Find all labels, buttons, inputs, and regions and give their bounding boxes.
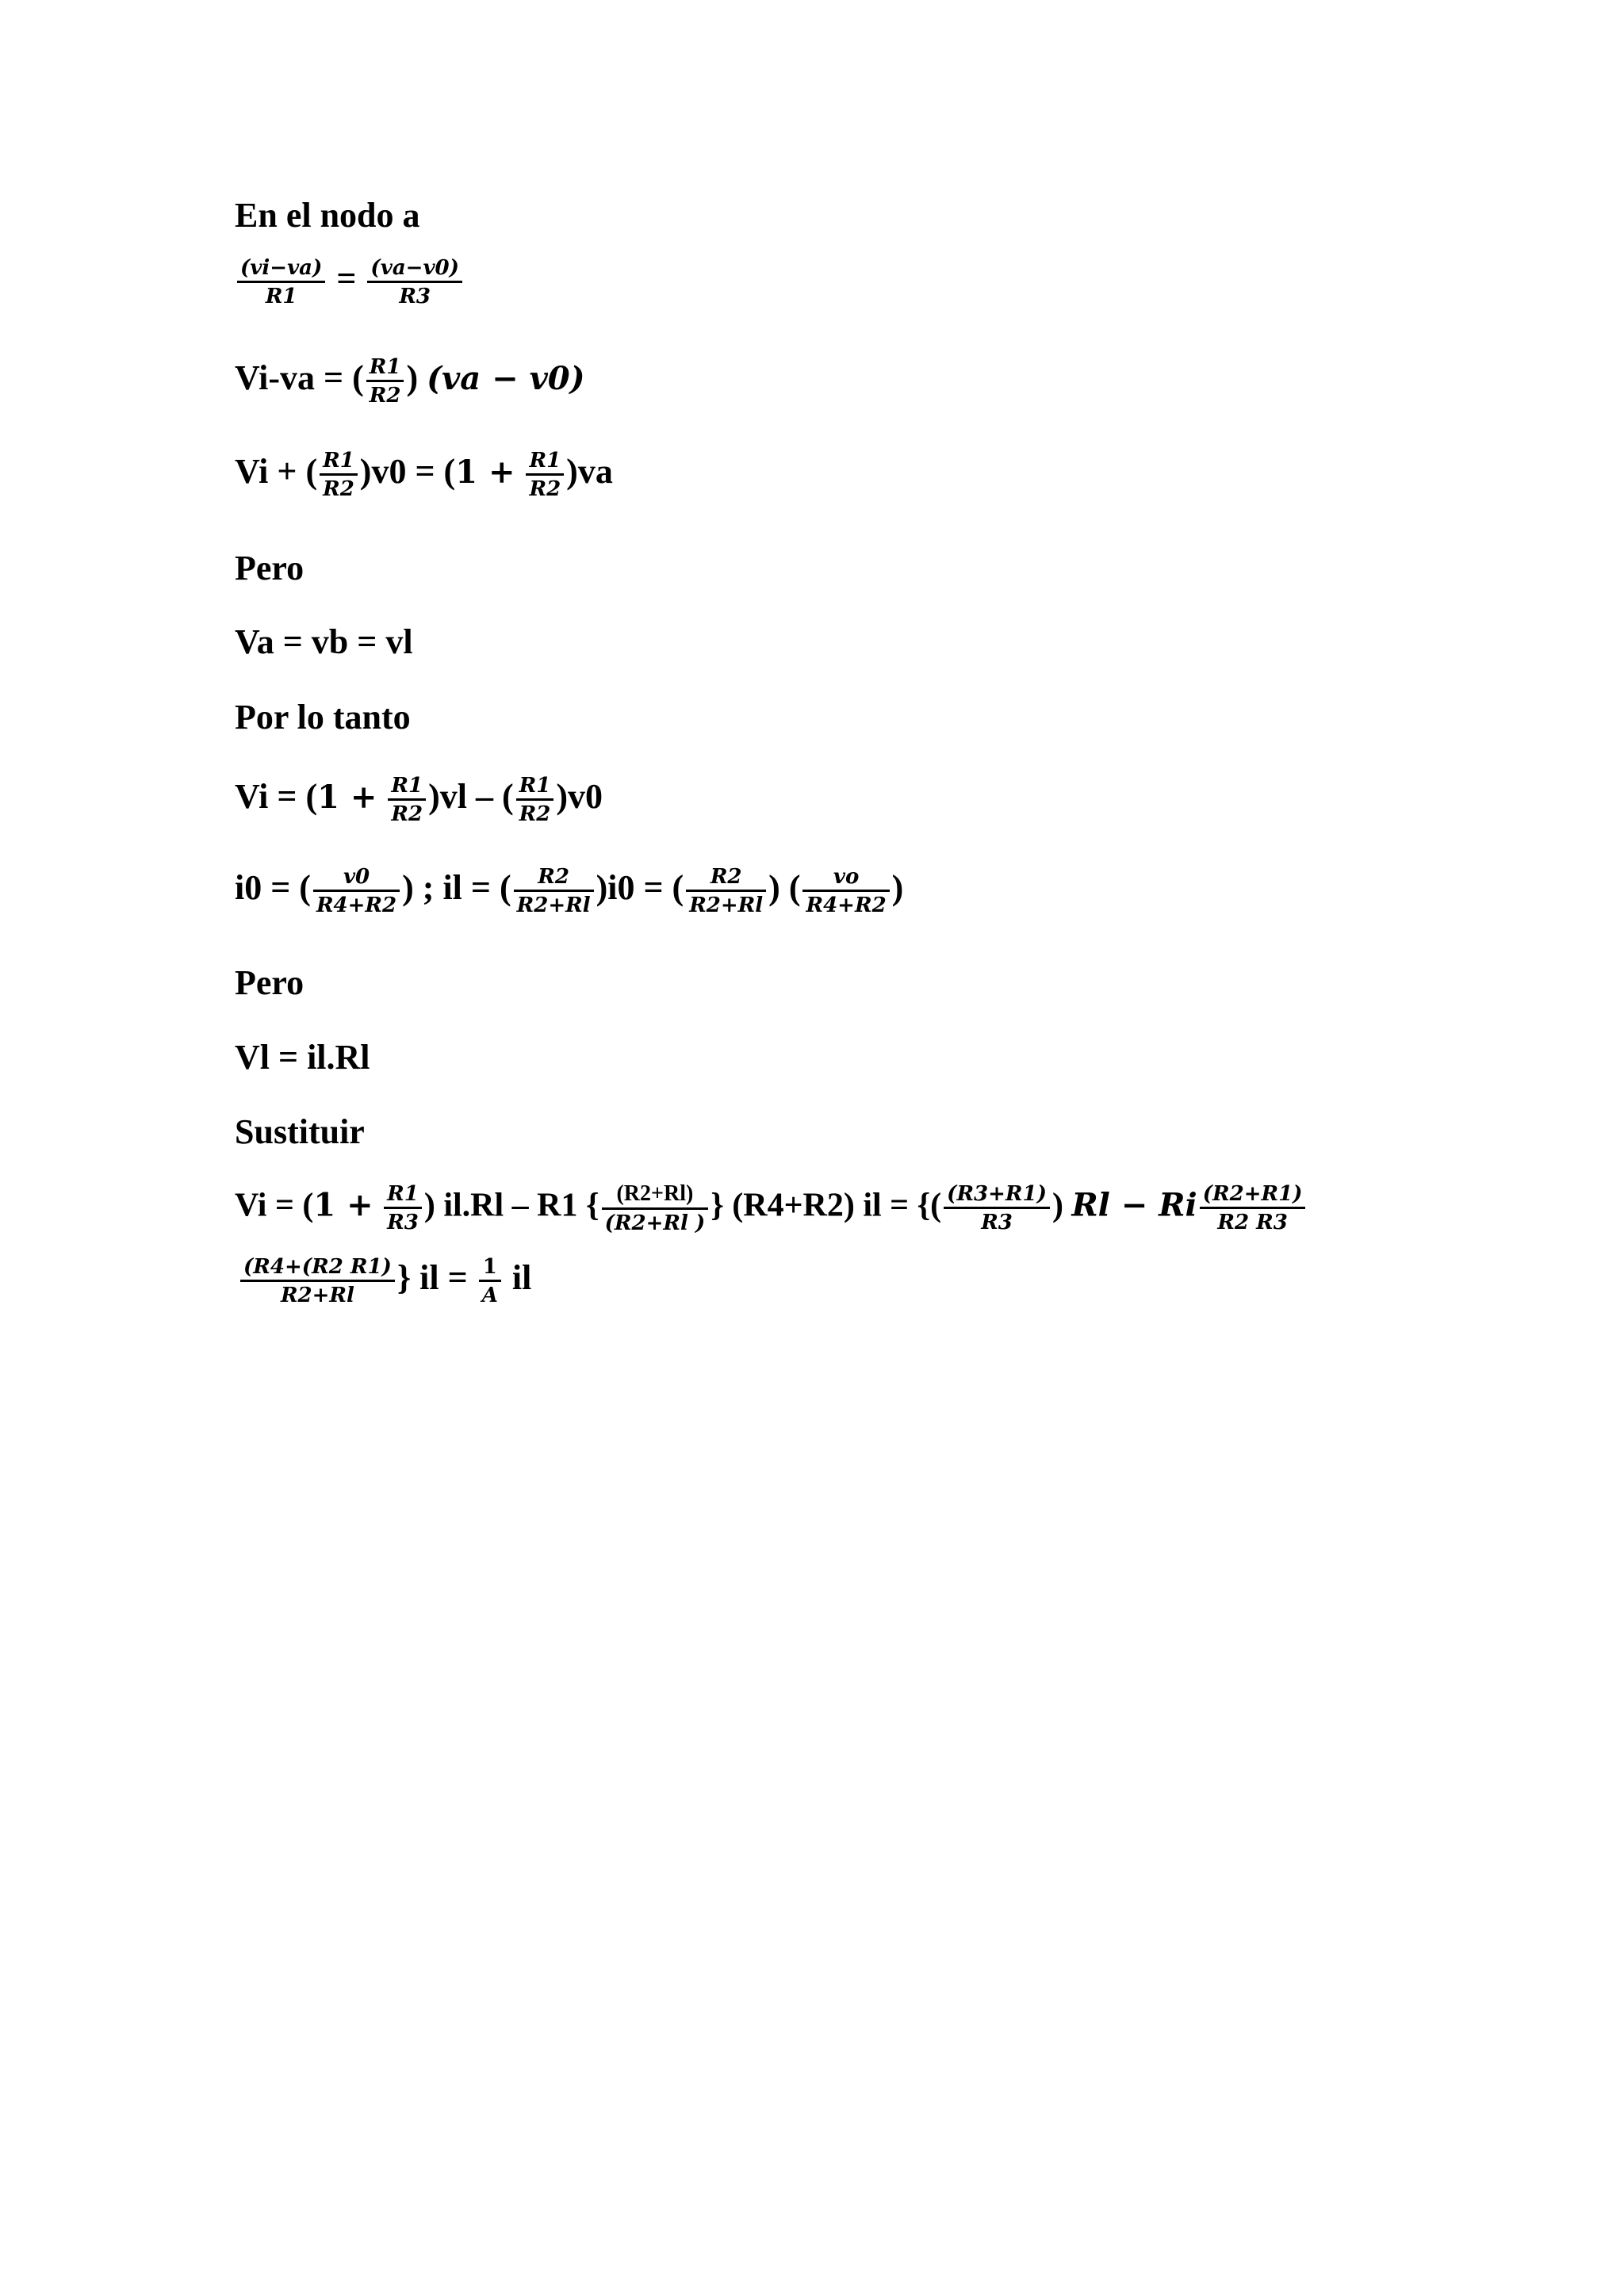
equation-vl-il-rl [235,1040,370,1075]
numerator: R1 [529,449,561,473]
text: ) [891,868,904,908]
numerator: (R3+R1) [947,1182,1047,1206]
fraction [240,1257,395,1306]
numerator: (R2+Rl) [616,1181,694,1206]
equation-i0-il [235,867,903,916]
text: Pero [235,549,304,587]
text: Va = vb = vl [235,622,413,661]
fraction [602,1183,709,1234]
fraction [514,867,594,916]
text: )v0 [556,777,603,817]
text-por-lo-tanto [235,700,411,735]
text: } il = [396,1258,468,1298]
numerator: (R2+R1) [1202,1182,1303,1206]
text: Vl = il.Rl [235,1038,370,1077]
numerator: R1 [387,1182,419,1206]
numerator: (R4+(R2 R1) [243,1255,392,1279]
numerator: R1 [519,774,551,798]
text-pero-2 [235,963,304,1002]
denominator: R2 [519,802,551,826]
math-expression: Rl − Ri [1071,1186,1197,1224]
text: ) [406,358,419,398]
text: } (R4+R2) il = {( [710,1187,942,1224]
equation-node-a [235,258,465,307]
fraction [802,867,889,916]
text: Pero [235,963,304,1002]
text: )va [566,452,613,492]
denominator: R1 [265,285,297,308]
equation-substitution-2 [238,1257,531,1306]
denominator: A [481,1284,498,1307]
fraction [320,450,358,499]
fraction [479,1257,501,1306]
equation-vi-va [235,357,585,406]
fraction [1200,1184,1306,1233]
heading-nodo-a [235,198,420,233]
text: Vi + ( [235,452,318,492]
text: i0 = ( [235,868,311,908]
text: )i0 = ( [596,868,684,908]
fraction [237,258,325,307]
text: Sustituir [235,1112,365,1151]
text: Por lo tanto [235,698,411,737]
numerator: (va−v0) [370,256,459,280]
fraction [516,775,554,825]
numerator: R1 [323,449,354,473]
denominator: R2 [529,477,561,501]
denominator: R2 [323,477,354,501]
equation-va-vb-vl [235,622,413,661]
text: )v0 = ( [359,452,456,492]
text-sustituir [235,1112,365,1151]
denominator: R4+R2 [316,894,397,917]
fraction [313,867,400,916]
text: ) ; il = ( [402,868,511,908]
numerator: (vi−va) [240,256,323,280]
numerator: R1 [391,774,423,798]
text: il [511,1258,532,1298]
equals-sign: = [336,259,357,299]
equation-vi-plus [235,450,613,499]
math-expression: (va − v0) [427,360,585,398]
equation-substitution-1 [235,1183,1308,1234]
denominator: R2+Rl [689,894,764,917]
fraction [388,775,426,825]
fraction [686,867,766,916]
math-expression: 1 + [313,1186,373,1224]
text: ) ( [768,868,801,908]
text: ) [1051,1187,1063,1224]
text-pero-1 [235,551,304,586]
text: Vi-va = ( [235,358,364,398]
math-expression: 1 + [455,453,515,492]
denominator: R3 [387,1211,419,1234]
numerator: vo [833,865,860,889]
fraction [366,357,404,406]
denominator: R2+Rl [280,1284,354,1307]
text: )vl – ( [428,777,514,817]
denominator: (R2+Rl ) [604,1211,706,1235]
text-en-el-nodo-a: En el nodo a [235,196,420,235]
text: Vi = ( [235,1187,314,1224]
numerator: R2 [538,865,569,889]
denominator: R2 [391,802,423,826]
fraction [367,258,462,307]
denominator: R2+Rl [516,894,591,917]
numerator: 1 [482,1255,497,1279]
text: ) il.Rl – R1 { [423,1187,599,1224]
fraction [526,450,564,499]
denominator: R4+R2 [806,894,887,917]
numerator: R2 [710,865,742,889]
denominator: R2 R3 [1217,1211,1288,1234]
numerator: v0 [343,865,370,889]
text: Vi = ( [235,777,318,817]
denominator: R3 [981,1211,1013,1234]
denominator: R3 [399,285,431,308]
denominator: R2 [369,384,401,408]
fraction [944,1184,1050,1233]
numerator: R1 [369,355,401,379]
math-expression: 1 + [317,779,377,817]
fraction [384,1184,422,1233]
equation-vi-vl [235,775,603,825]
